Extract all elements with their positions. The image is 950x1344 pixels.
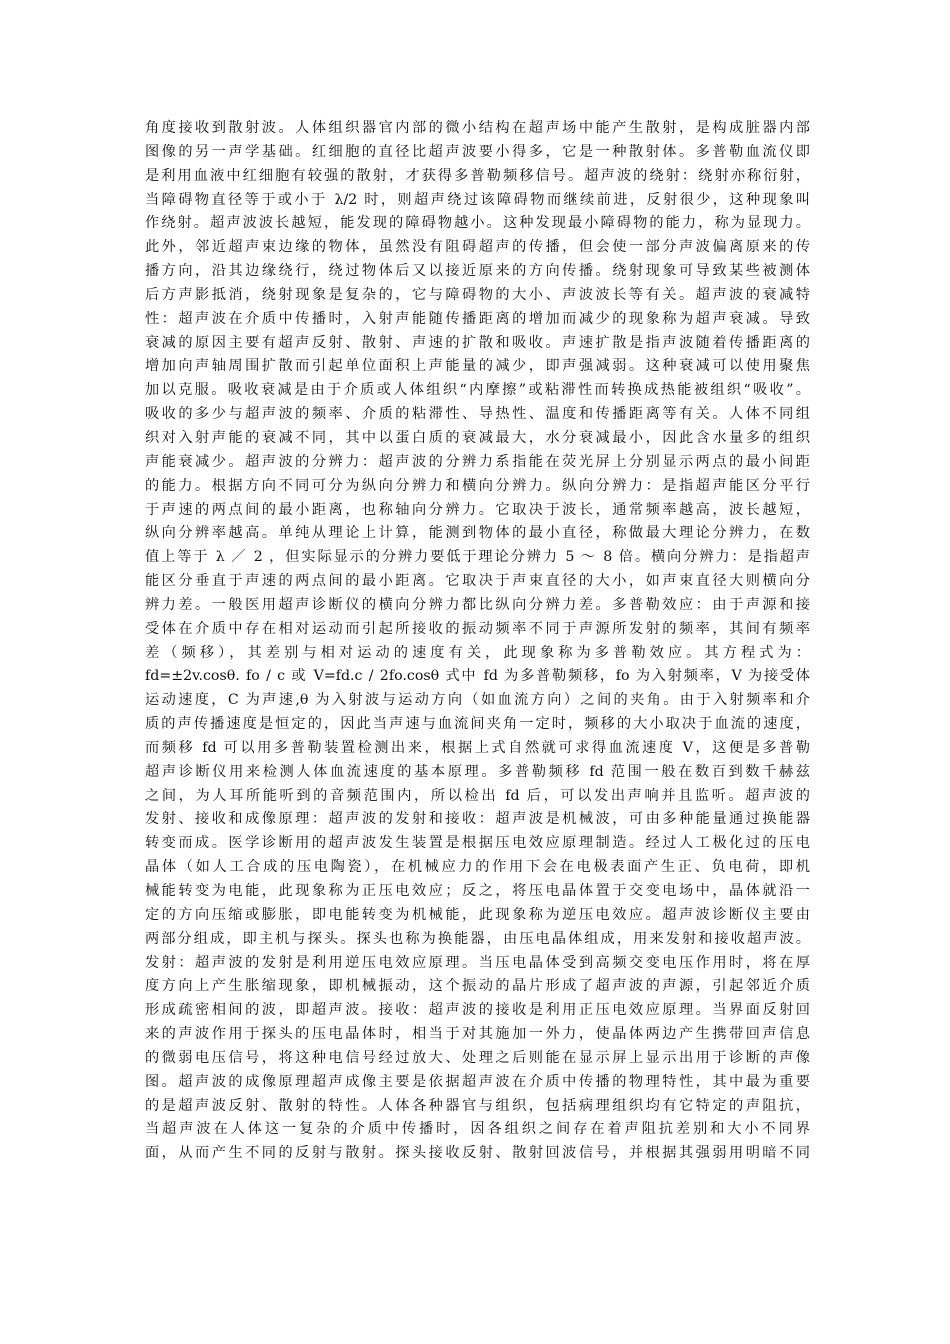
text-line: 面，从而产生不同的反射与散射。探头接收反射、散射回波信号，并根据其强弱用明暗不同 xyxy=(145,1145,810,1162)
text-line: 发射：超声波的发射是利用逆压电效应原理。当压电晶体受到高频交变电压作用时，将在厚 xyxy=(145,954,810,971)
text-line: 转变而成。医学诊断用的超声波发生装置是根据压电效应原理制造。经过人工极化过的压电 xyxy=(145,835,810,852)
text-line: 值上等于 λ ／ 2 ，但实际显示的分辨力要低于理论分辨力 5 ～ 8 倍。横向分辨力：是指超声 xyxy=(145,549,810,566)
text-line: 发射、接收和成像原理：超声波的发射和接收：超声波是机械波，可由多种能量通过换能器 xyxy=(145,811,810,828)
text-line: 械能转变为电能，此现象称为正压电效应；反之，将压电晶体置于交变电场中，晶体就沿一 xyxy=(145,883,810,899)
text-line: 的微弱电压信号，将这种电信号经过放大、处理之后则能在显示屏上显示出用于诊断的声像 xyxy=(145,1049,810,1066)
text-line: 增加向声轴周围扩散而引起单位面积上声能量的减少，即声强减弱。这种衰减可以使用聚焦 xyxy=(145,358,810,375)
text-line: 是利用血液中红细胞有较强的散射，才获得多普勒频移信号。超声波的绕射：绕射亦称衍射， xyxy=(145,167,810,184)
text-line: 来的声波作用于探头的压电晶体时，相当于对其施加一外力，使晶体两边产生携带回声信息 xyxy=(145,1026,810,1043)
text-line: 当障碍物直径等于或小于 λ/2 时，则超声绕过该障碍物而继续前进，反射很少，这种现象叫 xyxy=(145,191,810,208)
text-line: 吸收的多少与超声波的频率、介质的粘滞性、导热性、温度和传播距离等有关。人体不同组 xyxy=(145,406,810,423)
text-line: 衰减的原因主要有超声反射、散射、声速的扩散和吸收。声速扩散是指声波随着传播距离的 xyxy=(145,334,810,351)
text-line: 晶体（如人工合成的压电陶瓷），在机械应力的作用下会在电极表面产生正、负电荷，即机 xyxy=(145,859,810,876)
text-line: 定的方向压缩或膨胀，即电能转变为机械能，此现象称为逆压电效应。超声波诊断仪主要由 xyxy=(145,906,810,923)
text-line: 能区分垂直于声速的两点间的最小距离。它取决于声束直径的大小，如声束直径大则横向分 xyxy=(145,573,810,590)
text-line: 声能衰减少。超声波的分辨力：超声波的分辨力系指能在荧光屏上分别显示两点的最小间距 xyxy=(145,453,810,470)
text-line: 形成疏密相间的波，即超声波。接收：超声波的接收是利用正压电效应原理。当界面反射回 xyxy=(145,1002,810,1019)
text-line: 于声速的两点间的最小距离，也称轴向分辨力。它取决于波长，通常频率越高，波长越短， xyxy=(145,501,810,518)
body-text xyxy=(145,117,810,1166)
text-line: 度方向上产生胀缩现象，即机械振动，这个振动的晶片形成了超声波的声源，引起邻近介质 xyxy=(145,978,810,995)
text-line: fd=±2v.cosθ. fo / c 或 V=fd.c / 2fo.cosθ 式中 fd 为多普勒频移，fo 为入射频率，V 为接受体 xyxy=(145,668,810,685)
text-line: 差（频移），其差别与相对运动的速度有关，此现象称为多普勒效应。其方程式为： xyxy=(145,644,810,661)
text-line: 此外，邻近超声束边缘的物体，虽然没有阻碍超声的传播，但会使一部分声波偏离原来的传 xyxy=(145,239,810,256)
text-line: 后方声影抵消，绕射现象是复杂的，它与障碍物的大小、声波波长等有关。超声波的衰减特 xyxy=(145,286,810,303)
text-line: 播方向，沿其边缘绕行，绕过物体后又以接近原来的方向传播。绕射现象可导致某些被测体 xyxy=(145,263,810,280)
text-line: 的能力。根据方向不同可分为纵向分辨力和横向分辨力。纵向分辨力：是指超声能区分平行 xyxy=(145,477,810,494)
text-line: 质的声传播速度是恒定的，因此当声速与血流间夹角一定时，频移的大小取决于血流的速度， xyxy=(145,716,810,733)
text-line: 而频移 fd 可以用多普勒装置检测出来，根据上式自然就可求得血流速度 V，这便是多普勒 xyxy=(145,739,810,756)
text-line: 受体在介质中存在相对运动而引起所接收的振动频率不同于声源所发射的频率，其间有频率 xyxy=(145,620,810,637)
text-line: 加以克服。吸收衰减是由于介质或人体组织“内摩擦”或粘滞性而转换成热能被组织“吸收”。 xyxy=(145,382,810,399)
text-line: 两部分组成，即主机与探头。探头也称为换能器，由压电晶体组成，用来发射和接收超声波。 xyxy=(145,930,810,947)
text-line: 角度接收到散射波。人体组织器官内部的微小结构在超声场中能产生散射，是构成脏器内部 xyxy=(145,120,810,136)
text-line: 之间，为人耳所能听到的音频范围内，所以检出 fd 后，可以发出声响并且监听。超声波的 xyxy=(145,787,810,804)
text-line: 超声诊断仪用来检测人体血流速度的基本原理。多普勒频移 fd 范围一般在数百到数千赫兹 xyxy=(145,763,810,780)
text-line: 辨力差。一般医用超声诊断仪的横向分辨力都比纵向分辨力差。多普勒效应：由于声源和接 xyxy=(145,596,810,613)
text-line: 的是超声波反射、散射的特性。人体各种器官与组织，包括病理组织均有它特定的声阻抗， xyxy=(145,1097,810,1114)
text-line: 作绕射。超声波波长越短，能发现的障碍物越小。这种发现最小障碍物的能力，称为显现力。 xyxy=(145,215,810,232)
text-line: 图。超声波的成像原理超声成像主要是依据超声波在介质中传播的物理特性，其中最为重要 xyxy=(145,1073,810,1090)
text-line: 纵向分辨率越高。单纯从理论上计算，能测到物体的最小直径，称做最大理论分辨力，在数 xyxy=(145,525,810,542)
text-line: 性：超声波在介质中传播时，入射声能随传播距离的增加而减少的现象称为超声衰减。导致 xyxy=(145,310,810,327)
text-line: 当超声波在人体这一复杂的介质中传播时，因各组织之间存在着声阻抗差别和大小不同界 xyxy=(145,1121,810,1138)
text-line: 图像的另一声学基础。红细胞的直径比超声波要小得多，它是一种散射体。多普勒血流仪即 xyxy=(145,143,810,160)
text-line: 织对入射声能的衰减不同，其中以蛋白质的衰减最大，水分衰减最小，因此含水量多的组织 xyxy=(145,429,810,446)
text-line: 运动速度，C 为声速,θ 为入射波与运动方向（如血流方向）之间的夹角。由于入射频率和介 xyxy=(145,692,810,709)
